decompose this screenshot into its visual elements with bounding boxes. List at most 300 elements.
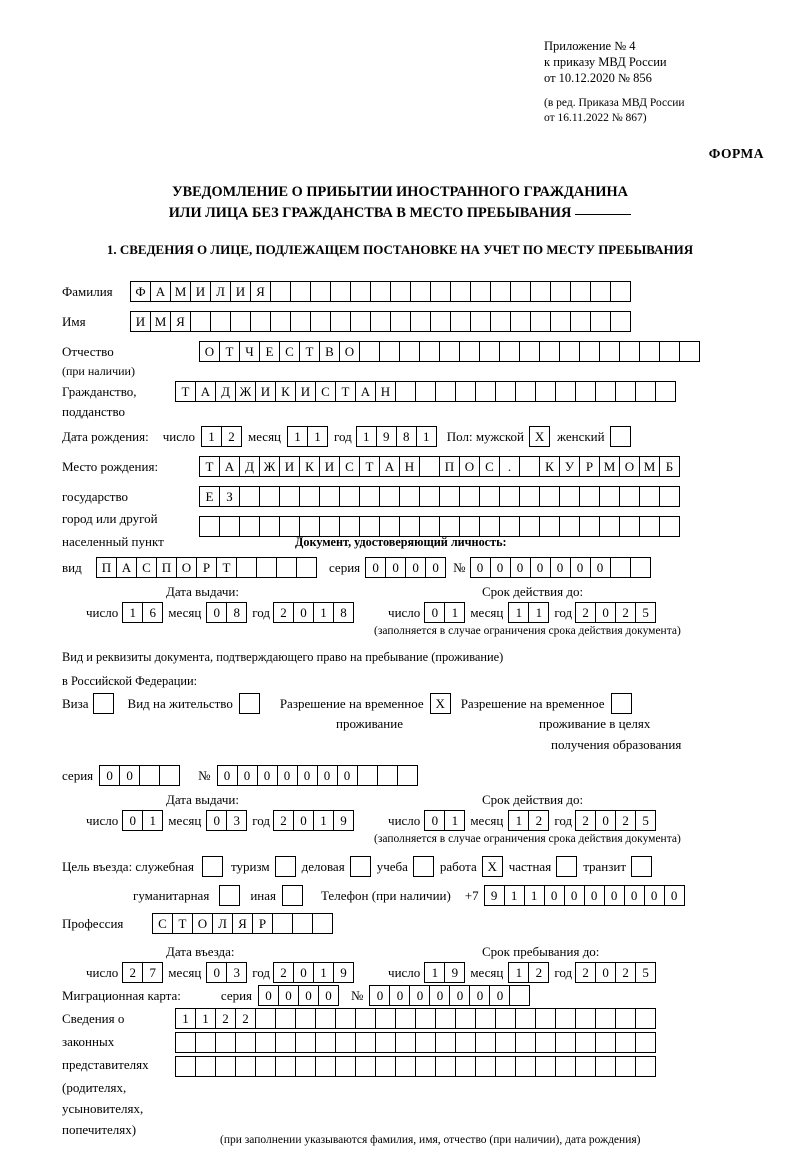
legal-rep-line-1-input[interactable] (175, 1008, 656, 1029)
char-cell[interactable] (419, 516, 440, 537)
char-cell[interactable]: 1 (122, 602, 143, 623)
char-cell[interactable]: 0 (119, 765, 140, 786)
char-cell[interactable]: 0 (550, 557, 571, 578)
char-cell[interactable]: И (230, 281, 251, 302)
char-cell[interactable] (495, 381, 516, 402)
char-cell[interactable]: К (299, 456, 320, 477)
char-cell[interactable] (539, 486, 560, 507)
char-cell[interactable]: . (499, 456, 520, 477)
char-cell[interactable]: 1 (142, 810, 163, 831)
char-cell[interactable] (659, 486, 680, 507)
purpose-other-checkbox[interactable] (282, 885, 303, 906)
char-cell[interactable] (296, 557, 317, 578)
stay-day-input[interactable] (424, 962, 465, 983)
char-cell[interactable] (419, 486, 440, 507)
char-cell[interactable]: 0 (369, 985, 390, 1006)
char-cell[interactable] (499, 516, 520, 537)
char-cell[interactable]: 0 (424, 602, 445, 623)
char-cell[interactable] (250, 311, 271, 332)
char-cell[interactable] (359, 341, 380, 362)
char-cell[interactable]: Т (219, 341, 240, 362)
identity-doc-series-input[interactable] (365, 557, 446, 578)
char-cell[interactable] (459, 341, 480, 362)
char-cell[interactable] (295, 1056, 316, 1077)
char-cell[interactable] (355, 1008, 376, 1029)
char-cell[interactable]: 2 (615, 602, 636, 623)
char-cell[interactable] (275, 1056, 296, 1077)
char-cell[interactable]: 0 (595, 810, 616, 831)
char-cell[interactable] (575, 381, 596, 402)
char-cell[interactable]: 0 (217, 765, 238, 786)
char-cell[interactable]: А (150, 281, 171, 302)
char-cell[interactable] (255, 1032, 276, 1053)
char-cell[interactable] (312, 913, 333, 934)
char-cell[interactable]: О (339, 341, 360, 362)
char-cell[interactable]: 0 (570, 557, 591, 578)
char-cell[interactable]: 0 (237, 765, 258, 786)
char-cell[interactable] (159, 765, 180, 786)
char-cell[interactable] (355, 1032, 376, 1053)
char-cell[interactable] (315, 1056, 336, 1077)
char-cell[interactable]: С (152, 913, 173, 934)
char-cell[interactable]: Н (375, 381, 396, 402)
char-cell[interactable] (555, 1056, 576, 1077)
char-cell[interactable]: 2 (575, 962, 596, 983)
char-cell[interactable]: 0 (278, 985, 299, 1006)
char-cell[interactable] (370, 281, 391, 302)
char-cell[interactable]: 1 (313, 602, 334, 623)
char-cell[interactable]: И (190, 281, 211, 302)
char-cell[interactable]: А (355, 381, 376, 402)
citizenship-input[interactable] (175, 381, 676, 402)
char-cell[interactable]: 0 (293, 602, 314, 623)
birth-year-input[interactable] (356, 426, 437, 447)
purpose-study-checkbox[interactable] (413, 856, 434, 877)
char-cell[interactable]: Р (252, 913, 273, 934)
char-cell[interactable] (470, 281, 491, 302)
char-cell[interactable] (679, 341, 700, 362)
char-cell[interactable] (635, 381, 656, 402)
char-cell[interactable]: Я (232, 913, 253, 934)
char-cell[interactable] (357, 765, 378, 786)
char-cell[interactable] (419, 341, 440, 362)
purpose-tourism-checkbox[interactable] (275, 856, 296, 877)
char-cell[interactable]: Л (210, 281, 231, 302)
char-cell[interactable] (555, 1008, 576, 1029)
char-cell[interactable] (595, 381, 616, 402)
char-cell[interactable] (190, 311, 211, 332)
char-cell[interactable]: Т (172, 913, 193, 934)
char-cell[interactable]: 1 (524, 885, 545, 906)
char-cell[interactable] (519, 516, 540, 537)
char-cell[interactable]: 1 (307, 426, 328, 447)
char-cell[interactable]: 2 (528, 810, 549, 831)
char-cell[interactable]: 5 (635, 810, 656, 831)
char-cell[interactable] (655, 381, 676, 402)
char-cell[interactable] (570, 281, 591, 302)
char-cell[interactable] (475, 1056, 496, 1077)
char-cell[interactable]: 0 (206, 602, 227, 623)
char-cell[interactable]: И (319, 456, 340, 477)
char-cell[interactable]: Д (215, 381, 236, 402)
char-cell[interactable]: 0 (424, 810, 445, 831)
char-cell[interactable] (335, 1056, 356, 1077)
char-cell[interactable] (415, 1056, 436, 1077)
residence-permit-checkbox[interactable] (239, 693, 260, 714)
char-cell[interactable] (235, 1032, 256, 1053)
char-cell[interactable] (375, 1056, 396, 1077)
char-cell[interactable]: С (315, 381, 336, 402)
char-cell[interactable]: М (170, 281, 191, 302)
char-cell[interactable] (455, 381, 476, 402)
visa-checkbox[interactable] (93, 693, 114, 714)
identity-doc-kind-input[interactable] (96, 557, 317, 578)
stay-issue-month-input[interactable] (206, 810, 247, 831)
char-cell[interactable]: 1 (201, 426, 222, 447)
char-cell[interactable] (639, 486, 660, 507)
idoc-valid-year-input[interactable] (575, 602, 656, 623)
char-cell[interactable] (195, 1056, 216, 1077)
char-cell[interactable] (450, 311, 471, 332)
char-cell[interactable]: Т (359, 456, 380, 477)
char-cell[interactable] (397, 765, 418, 786)
idoc-issue-month-input[interactable] (206, 602, 247, 623)
char-cell[interactable] (339, 516, 360, 537)
char-cell[interactable] (530, 281, 551, 302)
char-cell[interactable]: 0 (206, 962, 227, 983)
char-cell[interactable]: 0 (385, 557, 406, 578)
phone-input[interactable] (484, 885, 685, 906)
char-cell[interactable]: К (275, 381, 296, 402)
char-cell[interactable] (335, 1032, 356, 1053)
char-cell[interactable]: 0 (297, 765, 318, 786)
char-cell[interactable] (375, 1008, 396, 1029)
char-cell[interactable] (495, 1032, 516, 1053)
char-cell[interactable]: 1 (356, 426, 377, 447)
char-cell[interactable] (495, 1056, 516, 1077)
purpose-humanitarian-checkbox[interactable] (219, 885, 240, 906)
char-cell[interactable]: П (96, 557, 117, 578)
temp-residence-checkbox[interactable]: X (430, 693, 451, 714)
char-cell[interactable] (435, 381, 456, 402)
char-cell[interactable] (359, 516, 380, 537)
char-cell[interactable] (635, 1032, 656, 1053)
char-cell[interactable] (635, 1056, 656, 1077)
char-cell[interactable] (270, 311, 291, 332)
char-cell[interactable] (439, 516, 460, 537)
char-cell[interactable] (455, 1008, 476, 1029)
char-cell[interactable]: 3 (226, 810, 247, 831)
char-cell[interactable]: 2 (575, 602, 596, 623)
char-cell[interactable] (475, 381, 496, 402)
char-cell[interactable] (290, 311, 311, 332)
legal-rep-line-2-input[interactable] (175, 1032, 656, 1053)
char-cell[interactable] (579, 516, 600, 537)
char-cell[interactable] (290, 281, 311, 302)
char-cell[interactable]: 5 (635, 602, 656, 623)
char-cell[interactable]: П (156, 557, 177, 578)
char-cell[interactable] (239, 486, 260, 507)
char-cell[interactable] (379, 516, 400, 537)
char-cell[interactable] (595, 1008, 616, 1029)
birth-month-input[interactable] (287, 426, 328, 447)
char-cell[interactable]: 1 (175, 1008, 196, 1029)
sex-male-checkbox[interactable]: X (529, 426, 550, 447)
char-cell[interactable]: 0 (490, 557, 511, 578)
char-cell[interactable] (195, 1032, 216, 1053)
char-cell[interactable] (590, 281, 611, 302)
stay-year-input[interactable] (575, 962, 656, 983)
idoc-issue-day-input[interactable] (122, 602, 163, 623)
edu-residence-checkbox[interactable] (611, 693, 632, 714)
char-cell[interactable] (610, 311, 631, 332)
purpose-service-checkbox[interactable] (202, 856, 223, 877)
char-cell[interactable] (279, 516, 300, 537)
char-cell[interactable]: 1 (416, 426, 437, 447)
char-cell[interactable]: А (116, 557, 137, 578)
char-cell[interactable] (535, 1056, 556, 1077)
char-cell[interactable]: 2 (273, 602, 294, 623)
idoc-valid-month-input[interactable] (508, 602, 549, 623)
char-cell[interactable] (479, 486, 500, 507)
char-cell[interactable]: О (459, 456, 480, 477)
char-cell[interactable] (335, 1008, 356, 1029)
char-cell[interactable] (619, 341, 640, 362)
char-cell[interactable]: 0 (318, 985, 339, 1006)
char-cell[interactable]: 1 (313, 962, 334, 983)
char-cell[interactable] (535, 1008, 556, 1029)
char-cell[interactable]: Т (335, 381, 356, 402)
char-cell[interactable]: М (639, 456, 660, 477)
identity-doc-number-input[interactable] (470, 557, 651, 578)
char-cell[interactable]: 2 (221, 426, 242, 447)
char-cell[interactable]: 0 (470, 557, 491, 578)
char-cell[interactable] (510, 281, 531, 302)
char-cell[interactable] (350, 281, 371, 302)
char-cell[interactable]: 9 (444, 962, 465, 983)
char-cell[interactable] (236, 557, 257, 578)
char-cell[interactable] (256, 557, 277, 578)
char-cell[interactable] (555, 1032, 576, 1053)
name-input[interactable] (130, 311, 631, 332)
char-cell[interactable] (270, 281, 291, 302)
char-cell[interactable] (279, 486, 300, 507)
stay-issue-day-input[interactable] (122, 810, 163, 831)
char-cell[interactable]: 0 (595, 962, 616, 983)
char-cell[interactable] (570, 311, 591, 332)
char-cell[interactable] (319, 516, 340, 537)
char-cell[interactable]: Ф (130, 281, 151, 302)
char-cell[interactable] (579, 486, 600, 507)
char-cell[interactable] (379, 486, 400, 507)
char-cell[interactable]: 0 (429, 985, 450, 1006)
char-cell[interactable] (435, 1056, 456, 1077)
char-cell[interactable] (390, 311, 411, 332)
purpose-private-checkbox[interactable] (556, 856, 577, 877)
char-cell[interactable]: У (559, 456, 580, 477)
char-cell[interactable]: 2 (122, 962, 143, 983)
patronymic-input[interactable] (199, 341, 700, 362)
stay-doc-number-input[interactable] (217, 765, 418, 786)
char-cell[interactable]: Н (399, 456, 420, 477)
char-cell[interactable]: 0 (584, 885, 605, 906)
char-cell[interactable] (610, 281, 631, 302)
char-cell[interactable]: З (219, 486, 240, 507)
char-cell[interactable] (479, 341, 500, 362)
char-cell[interactable] (559, 516, 580, 537)
char-cell[interactable]: 8 (333, 602, 354, 623)
char-cell[interactable] (359, 486, 380, 507)
char-cell[interactable] (395, 1056, 416, 1077)
char-cell[interactable]: 0 (365, 557, 386, 578)
char-cell[interactable] (215, 1032, 236, 1053)
char-cell[interactable]: 1 (195, 1008, 216, 1029)
char-cell[interactable] (379, 341, 400, 362)
char-cell[interactable] (515, 381, 536, 402)
char-cell[interactable] (659, 341, 680, 362)
char-cell[interactable] (439, 341, 460, 362)
char-cell[interactable] (430, 281, 451, 302)
char-cell[interactable] (370, 311, 391, 332)
char-cell[interactable]: 0 (99, 765, 120, 786)
char-cell[interactable] (619, 486, 640, 507)
char-cell[interactable]: 0 (510, 557, 531, 578)
char-cell[interactable]: И (279, 456, 300, 477)
birthplace-line-2-input[interactable] (199, 486, 680, 507)
char-cell[interactable] (310, 281, 331, 302)
char-cell[interactable] (579, 341, 600, 362)
char-cell[interactable] (630, 557, 651, 578)
char-cell[interactable] (415, 1032, 436, 1053)
char-cell[interactable] (479, 516, 500, 537)
char-cell[interactable] (659, 516, 680, 537)
char-cell[interactable] (275, 1008, 296, 1029)
char-cell[interactable] (539, 341, 560, 362)
char-cell[interactable] (410, 311, 431, 332)
char-cell[interactable]: Ж (235, 381, 256, 402)
char-cell[interactable]: Р (579, 456, 600, 477)
char-cell[interactable] (459, 516, 480, 537)
char-cell[interactable]: 0 (122, 810, 143, 831)
char-cell[interactable] (390, 281, 411, 302)
char-cell[interactable]: Д (239, 456, 260, 477)
char-cell[interactable]: 9 (484, 885, 505, 906)
char-cell[interactable] (439, 486, 460, 507)
char-cell[interactable] (615, 1056, 636, 1077)
char-cell[interactable] (519, 341, 540, 362)
char-cell[interactable] (610, 557, 631, 578)
char-cell[interactable]: О (176, 557, 197, 578)
char-cell[interactable]: 1 (424, 962, 445, 983)
char-cell[interactable]: 1 (508, 602, 529, 623)
stay-month-input[interactable] (508, 962, 549, 983)
char-cell[interactable]: Т (216, 557, 237, 578)
char-cell[interactable] (210, 311, 231, 332)
char-cell[interactable] (499, 341, 520, 362)
idoc-valid-day-input[interactable] (424, 602, 465, 623)
char-cell[interactable] (515, 1056, 536, 1077)
char-cell[interactable]: Л (212, 913, 233, 934)
char-cell[interactable]: 0 (595, 602, 616, 623)
char-cell[interactable]: 8 (226, 602, 247, 623)
char-cell[interactable] (435, 1032, 456, 1053)
char-cell[interactable] (399, 341, 420, 362)
char-cell[interactable]: 0 (389, 985, 410, 1006)
char-cell[interactable]: А (379, 456, 400, 477)
char-cell[interactable]: О (619, 456, 640, 477)
char-cell[interactable]: 0 (425, 557, 446, 578)
char-cell[interactable] (595, 1056, 616, 1077)
char-cell[interactable]: Р (196, 557, 217, 578)
char-cell[interactable] (635, 1008, 656, 1029)
char-cell[interactable] (255, 1008, 276, 1029)
char-cell[interactable] (377, 765, 398, 786)
stay-valid-month-input[interactable] (508, 810, 549, 831)
char-cell[interactable] (415, 381, 436, 402)
char-cell[interactable] (499, 486, 520, 507)
char-cell[interactable] (515, 1008, 536, 1029)
char-cell[interactable] (599, 341, 620, 362)
char-cell[interactable] (615, 1032, 636, 1053)
char-cell[interactable] (276, 557, 297, 578)
char-cell[interactable] (559, 341, 580, 362)
char-cell[interactable] (435, 1008, 456, 1029)
char-cell[interactable]: К (539, 456, 560, 477)
char-cell[interactable]: 1 (444, 810, 465, 831)
char-cell[interactable] (259, 486, 280, 507)
char-cell[interactable] (495, 1008, 516, 1029)
char-cell[interactable]: П (439, 456, 460, 477)
char-cell[interactable] (175, 1032, 196, 1053)
char-cell[interactable] (455, 1032, 476, 1053)
char-cell[interactable]: 1 (528, 602, 549, 623)
char-cell[interactable]: 0 (257, 765, 278, 786)
char-cell[interactable] (599, 516, 620, 537)
char-cell[interactable]: Ж (259, 456, 280, 477)
char-cell[interactable] (299, 516, 320, 537)
char-cell[interactable]: 0 (624, 885, 645, 906)
char-cell[interactable] (339, 486, 360, 507)
char-cell[interactable]: Б (659, 456, 680, 477)
char-cell[interactable]: 1 (444, 602, 465, 623)
char-cell[interactable] (575, 1032, 596, 1053)
char-cell[interactable] (315, 1032, 336, 1053)
char-cell[interactable]: О (199, 341, 220, 362)
char-cell[interactable]: Я (170, 311, 191, 332)
char-cell[interactable]: 0 (449, 985, 470, 1006)
char-cell[interactable] (539, 516, 560, 537)
char-cell[interactable]: 1 (313, 810, 334, 831)
char-cell[interactable] (355, 1056, 376, 1077)
char-cell[interactable]: 2 (575, 810, 596, 831)
char-cell[interactable]: 0 (277, 765, 298, 786)
char-cell[interactable] (509, 985, 530, 1006)
char-cell[interactable] (559, 486, 580, 507)
profession-input[interactable] (152, 913, 333, 934)
char-cell[interactable] (490, 281, 511, 302)
char-cell[interactable]: А (219, 456, 240, 477)
char-cell[interactable] (599, 486, 620, 507)
char-cell[interactable] (399, 516, 420, 537)
char-cell[interactable]: В (319, 341, 340, 362)
char-cell[interactable]: 2 (273, 962, 294, 983)
char-cell[interactable]: 2 (615, 962, 636, 983)
char-cell[interactable] (470, 311, 491, 332)
entry-day-input[interactable] (122, 962, 163, 983)
char-cell[interactable] (299, 486, 320, 507)
char-cell[interactable] (575, 1056, 596, 1077)
char-cell[interactable]: 7 (142, 962, 163, 983)
